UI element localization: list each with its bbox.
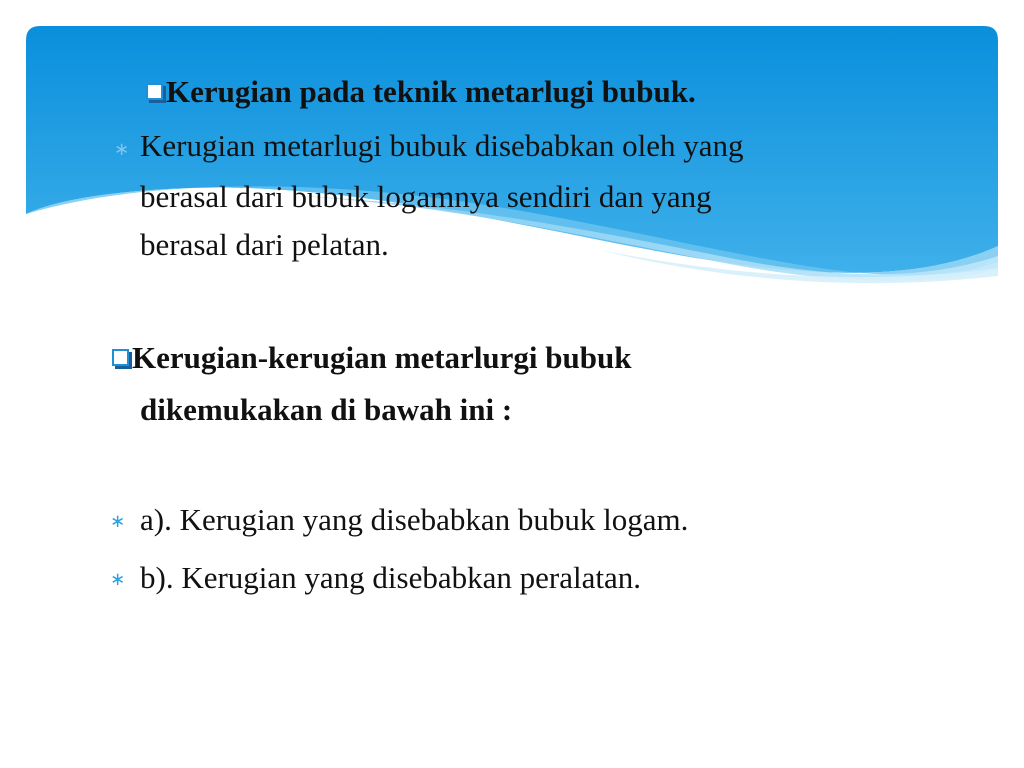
paragraph-line: berasal dari pelatan. <box>140 227 389 262</box>
heading2-text-line2: dikemukakan di bawah ini : <box>140 392 513 427</box>
checkbox-bullet-icon <box>146 83 163 100</box>
asterisk-bullet-icon: ∗ <box>110 511 126 532</box>
list-item: a). Kerugian yang disebabkan bubuk logam. <box>140 502 689 537</box>
heading-disadvantages-line <box>146 76 696 107</box>
paragraph-line: Kerugian metarlugi bubuk disebabkan oleh yang <box>140 128 744 163</box>
list-item: b). Kerugian yang disebabkan peralatan. <box>140 560 641 595</box>
heading2-text-line1: Kerugian-kerugian metarlurgi bubuk <box>132 340 632 375</box>
checkbox-bullet-icon <box>112 349 129 366</box>
asterisk-bullet-icon: ∗ <box>114 139 130 160</box>
heading1-text: Kerugian pada teknik metarlugi bubuk. <box>166 74 696 109</box>
paragraph-line: berasal dari bubuk logamnya sendiri dan yang <box>140 179 712 214</box>
heading-list-intro-line <box>112 342 632 373</box>
asterisk-bullet-icon: ∗ <box>110 569 126 590</box>
